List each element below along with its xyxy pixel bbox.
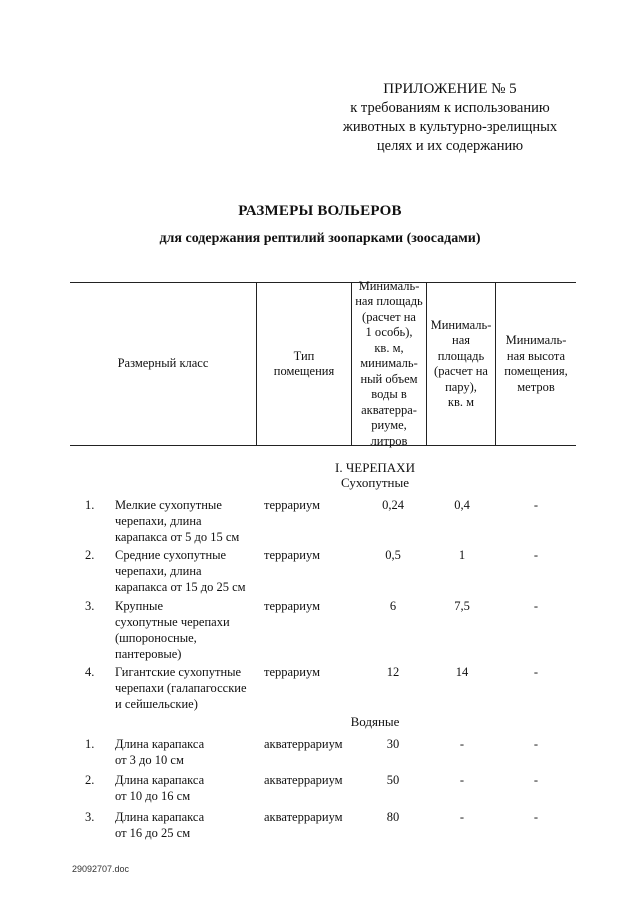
- row-min-area-one: 80: [386, 810, 400, 824]
- row-room-type: террариум: [264, 498, 320, 512]
- appendix-line-3: целях и их содержанию: [376, 138, 524, 154]
- row-room-type: акватеррариум: [264, 737, 343, 751]
- row-number: 2.: [85, 773, 95, 787]
- row-min-area-pair: 7,5: [454, 599, 470, 613]
- row-min-area-pair: -: [459, 810, 465, 824]
- row-min-area-pair: 0,4: [454, 498, 470, 512]
- document-subtitle: для содержания рептилий зоопарками (зоосадами): [159, 231, 481, 246]
- row-room-type: акватеррариум: [264, 773, 343, 787]
- row-min-height: -: [533, 665, 539, 679]
- row-min-height: -: [533, 737, 539, 751]
- file-name-footer: 29092707.doc: [72, 864, 130, 874]
- row-room-type: акватеррариум: [264, 810, 343, 824]
- row-number: 1.: [85, 737, 95, 751]
- header-min-area-one: Минималь- ная площадь (расчет на 1 особь), кв. м, минималь- ный объем воды в акватерра- риуме, литров: [355, 278, 423, 448]
- row-size-class: Средние сухопутные черепахи, длина карапакса от 15 до 25 см: [115, 548, 246, 594]
- appendix-line-1: к требованиям к использованию: [350, 100, 550, 116]
- row-min-height: -: [533, 810, 539, 824]
- row-min-area-one: 0,24: [382, 498, 404, 512]
- row-min-area-one: 30: [386, 737, 400, 751]
- table-header: [70, 278, 576, 448]
- row-min-area-one: 50: [386, 773, 400, 787]
- row-size-class: Длина карапакса от 16 до 25 см: [115, 810, 205, 840]
- row-min-area-one: 6: [389, 599, 397, 613]
- document-title: РАЗМЕРЫ ВОЛЬЕРОВ: [238, 203, 402, 219]
- row-room-type: террариум: [264, 599, 320, 613]
- row-min-area-one: 0,5: [385, 548, 401, 562]
- row-room-type: террариум: [264, 665, 320, 679]
- row-number: 1.: [85, 498, 95, 512]
- row-number: 4.: [85, 665, 95, 679]
- appendix-number: ПРИЛОЖЕНИЕ № 5: [383, 81, 517, 97]
- row-size-class: Мелкие сухопутные черепахи, длина карапакса от 5 до 15 см: [115, 498, 240, 544]
- header-room-type: Тип помещения: [273, 348, 335, 378]
- subsection-water: Водяные: [350, 714, 400, 729]
- section-title: I. ЧЕРЕПАХИ: [335, 460, 415, 475]
- row-min-height: -: [533, 548, 539, 562]
- row-min-area-pair: -: [459, 737, 465, 751]
- row-min-area-pair: -: [459, 773, 465, 787]
- row-number: 3.: [85, 810, 95, 824]
- header-size-class: Размерный класс: [117, 356, 209, 371]
- row-size-class: Гигантские сухопутные черепахи (галапагосские и сейшельские): [115, 665, 247, 711]
- row-number: 3.: [85, 599, 95, 613]
- appendix-line-2: животных в культурно-зрелищных: [342, 119, 558, 135]
- row-min-height: -: [533, 773, 539, 787]
- header-min-area-pair: Минималь- ная площадь (расчет на пару), кв. м: [430, 317, 492, 409]
- subsection-land: Сухопутные: [341, 475, 409, 490]
- header-min-height: Минималь- ная высота помещения, метров: [504, 333, 568, 394]
- row-min-height: -: [533, 599, 539, 613]
- appendix-heading: [320, 80, 580, 156]
- row-number: 2.: [85, 548, 95, 562]
- row-min-area-one: 12: [386, 665, 400, 679]
- row-min-area-pair: 14: [455, 665, 469, 679]
- row-min-height: -: [533, 498, 539, 512]
- row-size-class: Длина карапакса от 3 до 10 см: [115, 737, 205, 767]
- row-room-type: террариум: [264, 548, 320, 562]
- row-size-class: Длина карапакса от 10 до 16 см: [115, 773, 205, 803]
- row-size-class: Крупные сухопутные черепахи (шпороносные, пантеровые): [115, 599, 230, 661]
- row-min-area-pair: 1: [458, 548, 466, 562]
